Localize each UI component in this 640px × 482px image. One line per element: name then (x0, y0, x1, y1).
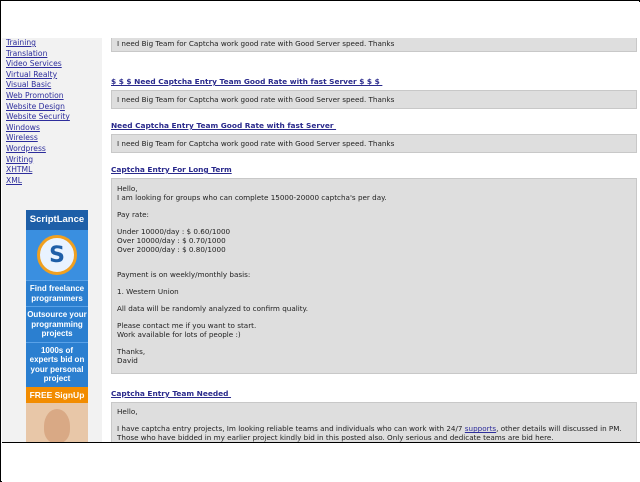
ad-tagline: Outsource your programming projects (26, 306, 88, 342)
sidebar-link-wordpress[interactable]: Wordpress (6, 143, 46, 153)
sidebar-item (6, 77, 70, 88)
sidebar-item (6, 152, 70, 163)
ad-logo (26, 230, 88, 280)
sidebar-link-website-design[interactable]: Website Design (6, 101, 65, 111)
project-description: I need Big Team for Captcha work good rate with Good Server speed. Thanks (111, 134, 637, 153)
sidebar-link-website-security[interactable]: Website Security (6, 112, 70, 122)
sidebar-link-video-services[interactable]: Video Services (6, 59, 62, 69)
ad-tagline: Find freelance programmers (26, 280, 88, 306)
project-title-link[interactable]: Captcha Entry Team Needed (111, 389, 232, 398)
project-title-link[interactable]: $ $ $ Need Captcha Entry Team Good Rate with fast Server $ $ $ (111, 77, 383, 86)
sidebar-item (6, 141, 70, 152)
sidebar-item (6, 88, 70, 99)
sidebar-item (6, 120, 70, 131)
project-post (111, 69, 637, 109)
page-viewport[interactable] (2, 38, 640, 442)
project-description: Hello, I am looking for groups who can complete 15000-20000 captcha's per day. Pay rate: Under 10000/day : $ 0.60/1000 Over 10000/day : $ 0.70/1000 Over 20000/day : $ 0.80/1000 Payment is on weekly/monthly basis: 1. Western Union All data will be randomly analyzed to confirm quality. Please contact me if you want to start. Work available for lots of people :) Thanks, David (111, 178, 637, 374)
supports-link[interactable]: supports (464, 424, 497, 433)
bottom-bar (2, 442, 640, 482)
ad-signup-button[interactable]: FREE SignUp (26, 387, 88, 403)
sidebar-item (6, 173, 70, 184)
sidebar-link-virtual-realty[interactable]: Virtual Realty (6, 69, 58, 79)
sidebar-item (6, 56, 70, 67)
sidebar-link-windows[interactable]: Windows (6, 122, 40, 132)
sidebar-link-writing[interactable]: Writing (6, 154, 34, 164)
sidebar-link-translation[interactable]: Translation (6, 48, 48, 58)
category-list (6, 35, 70, 183)
project-description: Hello, I have captcha entry projects, Im looking reliable teams and individuals who can work with 24/7 supports, other details will discussed in PM. Those who have bidded in my earlier project kindly bid in this posted also. Only serious and dedicate teams are bid here. (111, 402, 637, 464)
sidebar-link-wireless[interactable]: Wireless (6, 133, 38, 143)
ad-photo (26, 403, 88, 443)
top-bar (2, 2, 640, 38)
sidebar-item (6, 109, 70, 120)
ad-logo-icon: S (37, 235, 77, 275)
project-description: I need Big Team for Captcha work good rate with Good Server speed. Thanks (111, 90, 637, 109)
sidebar-item (6, 46, 70, 57)
project-description: I need Big Team for Captcha work good rate with Good Server speed. Thanks (111, 35, 637, 52)
sidebar-item (6, 99, 70, 110)
sidebar-item (6, 162, 70, 173)
project-title-link[interactable]: Need Captcha Entry Team Good Rate with fast Server (111, 121, 337, 130)
sidebar-link-xml[interactable]: XML (6, 175, 22, 185)
sidebar (2, 38, 102, 442)
project-post (111, 113, 637, 153)
project-post (111, 157, 637, 374)
project-title-link[interactable]: Captcha Entry For Long Term (111, 165, 232, 174)
sidebar-link-training[interactable]: Training (6, 38, 36, 47)
sidebar-item (6, 67, 70, 78)
sidebar-link-web-promotion[interactable]: Web Promotion (6, 90, 64, 100)
ad-brand: ScriptLance (26, 210, 88, 230)
scriptlance-ad-banner[interactable] (26, 210, 88, 442)
sidebar-link-xhtml[interactable]: XHTML (6, 165, 33, 175)
ad-tagline: 1000s of experts bid on your personal project (26, 342, 88, 387)
sidebar-link-visual-basic[interactable]: Visual Basic (6, 80, 52, 90)
